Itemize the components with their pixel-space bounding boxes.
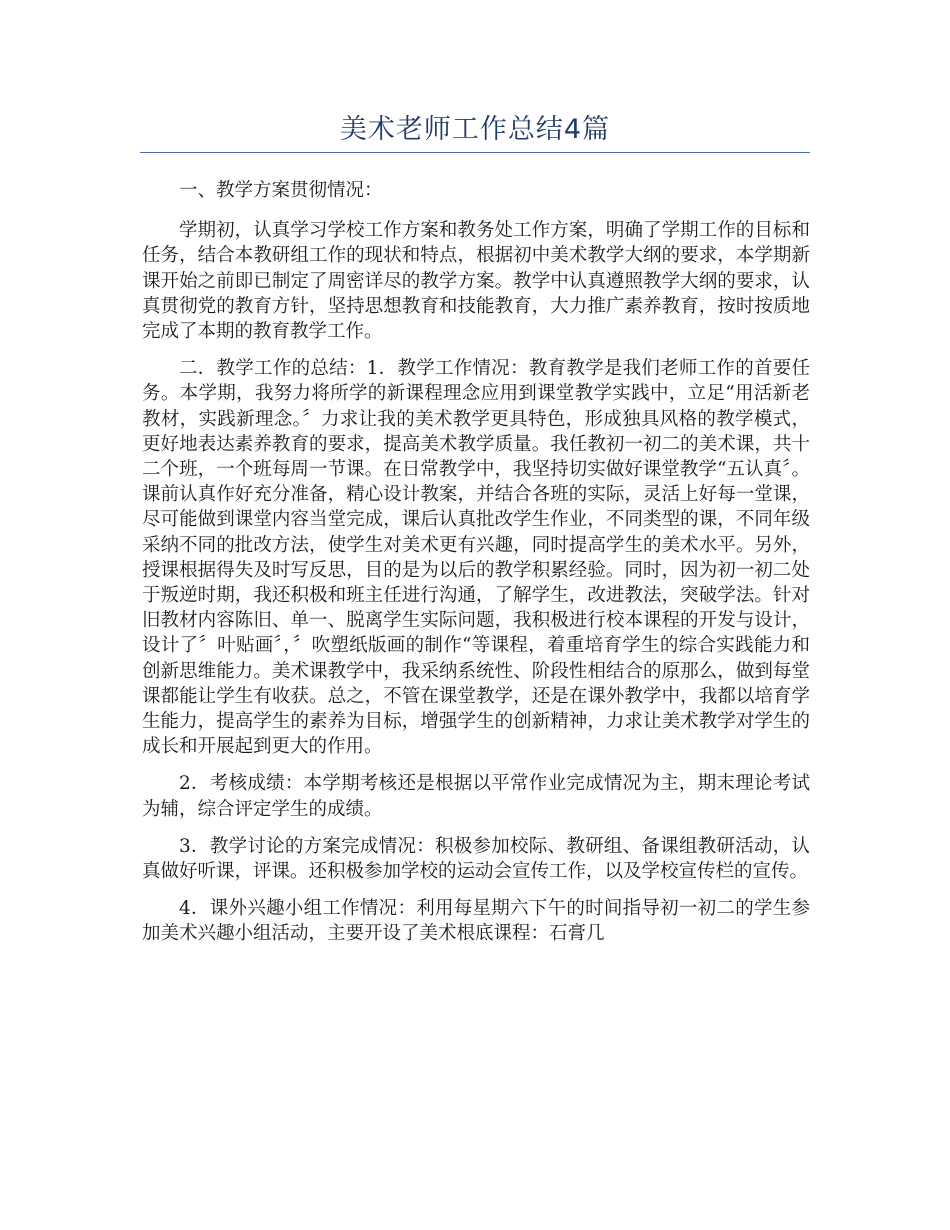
document-title: 美术老师工作总结4篇: [339, 114, 611, 145]
body-paragraph: 学期初，认真学习学校工作方案和教务处工作方案，明确了学期工作的目标和任务，结合本教研组工作的现状和特点，根据初中美术教学大纲的要求，本学期新课开始之前即已制定了周密详尽的教学方案。教学中认真遵照教学大纲的要求，认真贯彻党的教育方针，坚持思想教育和技能教育，大力推广素养教育，按时按质地完成了本期的教育教学工作。: [142, 220, 810, 343]
section-heading-paragraph: 一、教学方案贯彻情况：: [179, 180, 383, 201]
body-paragraph: 3．教学讨论的方案完成情况：积极参加校际、教研组、备课组教研活动，认真做好听课，评课。还积极参加学校的运动会宣传工作，以及学校宣传栏的宣传。: [142, 835, 810, 883]
document-body: [142, 178, 810, 959]
body-paragraph: 二．教学工作的总结：1．教学工作情况：教育教学是我们老师工作的首要任务。本学期，我努力将所学的新课程理念应用到课堂教学实践中，立足“用活新老教材，实践新理念。〞力求让我的美术教学更具特色，形成独具风格的教学模式，更好地表达素养教育的要求，提高美术教学质量。我任教初一初二的美术课，共十二个班，一个班每周一节课。在日常教学中，我坚持切实做好课堂教学“五认真〞。课前认真作好充分准备，精心设计教案，并结合各班的实际，灵活上好每一堂课，尽可能做到课堂内容当堂完成，课后认真批改学生作业，不同类型的课，不同年级采纳不同的批改方法，使学生对美术更有兴趣，同时提高学生的美术水平。另外，授课根据得失及时写反思，目的是为以后的教学积累经验。同时，因为初一初二处于叛逆时期，我还积极和班主任进行沟通，了解学生，改进教法，突破学法。针对旧教材内容陈旧、单一、脱离学生实际问题，我积极进行校本课程的开发与设计，设计了〞叶贴画〞，〞吹塑纸版画的制作“等课程，着重培育学生的综合实践能力和创新思维能力。美术课教学中，我采纳系统性、阶段性相结合的原那么，做到每堂课都能让学生有收获。总之，不管在课堂教学，还是在课外教学中，我都以培育学生能力，提高学生的素养为目标，增强学生的创新精神，力求让美术教学对学生的成长和开展起到更大的作用。: [142, 358, 810, 758]
body-paragraph: 4．课外兴趣小组工作情况：利用每星期六下午的时间指导初一初二的学生参加美术兴趣小组活动，主要开设了美术根底课程：石膏几: [142, 898, 810, 945]
body-paragraph: 2．考核成绩：本学期考核还是根据以平常作业完成情况为主，期末理论考试为辅，综合评定学生的成绩。: [142, 773, 810, 820]
title-divider: [140, 152, 810, 153]
